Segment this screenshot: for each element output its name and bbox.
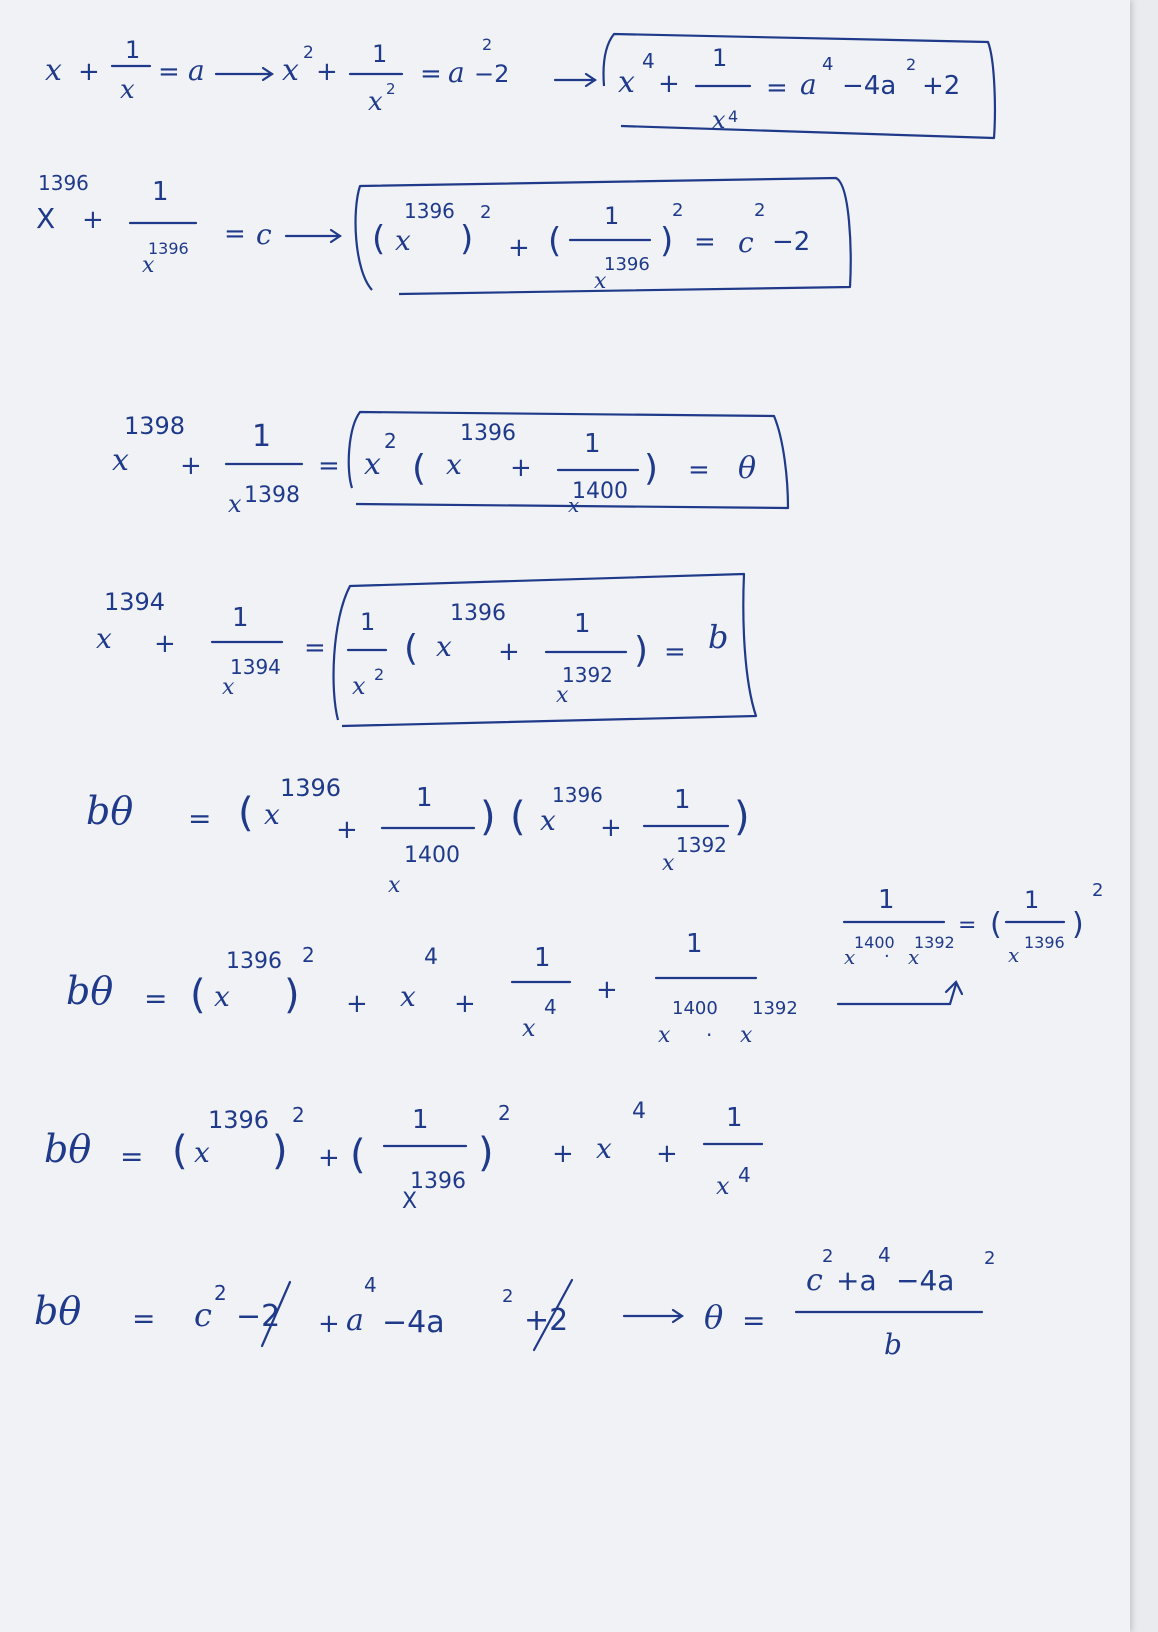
plus-sign: + <box>336 815 358 845</box>
denominator: x <box>740 1023 753 1048</box>
numerator: 1 <box>252 419 272 454</box>
paren: ( <box>172 1128 188 1174</box>
b-theta: bθ <box>66 969 114 1013</box>
equation-line-6 <box>66 880 1103 1048</box>
exponent: 1392 <box>752 998 798 1019</box>
denominator: x <box>594 269 607 294</box>
variable-a: a <box>346 1303 364 1338</box>
equals-sign: = <box>318 451 340 481</box>
variable-c: c <box>256 218 272 251</box>
paren: ( <box>412 448 427 489</box>
variable-c: c <box>738 226 754 259</box>
x-term: x <box>112 443 129 478</box>
numerator: 1 <box>416 783 433 813</box>
paren: ) <box>634 630 649 671</box>
equals-sign: = <box>120 1140 144 1173</box>
exponent: 1396 <box>280 774 342 802</box>
equals-sign: = <box>304 633 326 663</box>
exponent: 2 <box>480 202 492 223</box>
plus-sign: + <box>318 1309 340 1339</box>
numerator: 1 <box>372 40 388 68</box>
paren: ) <box>478 1130 494 1176</box>
exponent: 1394 <box>104 588 166 616</box>
paren: ( <box>190 972 206 1018</box>
x-term: x <box>395 224 411 257</box>
equals-sign: = <box>158 57 180 87</box>
plus-sign: + <box>656 1139 678 1169</box>
plus-a: +a <box>836 1264 877 1297</box>
denominator: x <box>352 672 366 700</box>
x-term: x <box>596 1132 612 1165</box>
variable-a: a <box>188 54 205 87</box>
plus-sign: + <box>154 629 176 659</box>
exponent: 4 <box>364 1273 377 1297</box>
equals-sign: = <box>144 982 168 1015</box>
minus-four-a: −4a <box>382 1305 445 1340</box>
denominator: x <box>120 75 135 105</box>
exponent: 2 <box>302 943 315 967</box>
exponent: 2 <box>386 80 396 98</box>
exponent: 1400 <box>854 933 895 952</box>
numerator: 1 <box>412 1105 429 1135</box>
denominator: x <box>228 490 242 518</box>
paren: ( <box>990 907 1002 942</box>
exponent: 2 <box>384 429 397 453</box>
b-theta: bθ <box>34 1289 82 1333</box>
exponent: 2 <box>822 1246 834 1267</box>
denominator: x <box>908 945 920 969</box>
x-term: x <box>264 798 280 831</box>
equation-line-7 <box>44 1099 762 1214</box>
plus-sign: + <box>346 989 368 1019</box>
plus-sign: + <box>658 69 680 99</box>
x-term: x <box>282 53 299 88</box>
exponent: 4 <box>822 54 834 75</box>
exponent: 2 <box>906 55 917 74</box>
boxed-result <box>334 574 756 726</box>
exponent: 1396 <box>38 171 89 195</box>
paren: ) <box>284 972 300 1018</box>
variable-a: a <box>448 56 465 89</box>
denominator: x <box>556 683 569 708</box>
plus-sign: + <box>600 813 622 843</box>
equals-sign: = <box>766 73 788 103</box>
equation-line-3 <box>112 412 788 518</box>
plus-sign: + <box>78 57 100 87</box>
plus-two: +2 <box>922 71 961 101</box>
exponent: 1392 <box>676 833 727 857</box>
exponent: 4 <box>738 1163 751 1187</box>
x-term: x <box>364 447 381 482</box>
exponent: 1396 <box>148 239 189 258</box>
exponent: 1396 <box>604 254 650 275</box>
exponent: 2 <box>482 35 493 54</box>
variable-a: a <box>800 68 817 101</box>
exponent: 2 <box>292 1103 305 1127</box>
denominator: x <box>716 1172 730 1200</box>
equation-line-4 <box>96 574 756 726</box>
minus-two-cancelled: −2 <box>236 1299 281 1334</box>
paren: ( <box>372 219 386 259</box>
denominator: x <box>522 1014 536 1042</box>
exponent: 1398 <box>244 483 300 508</box>
paren: ( <box>350 1132 366 1178</box>
plus-two-cancelled: +2 <box>524 1303 569 1338</box>
numerator: 1 <box>1024 886 1040 914</box>
equals-sign: = <box>742 1304 766 1337</box>
numerator: 1 <box>686 929 703 959</box>
exponent: 1396 <box>552 783 603 807</box>
numerator-c: c <box>806 1263 823 1298</box>
exponent: 1396 <box>404 199 455 223</box>
x-term: x <box>436 630 452 663</box>
denominator-b: b <box>884 1328 902 1361</box>
plus-sign: + <box>180 451 202 481</box>
denominator: x <box>142 253 155 278</box>
equation-line-8 <box>34 1243 995 1361</box>
x-term: x <box>45 53 62 88</box>
exponent: 2 <box>214 1281 227 1305</box>
x-term: x <box>618 65 635 100</box>
equals-sign: = <box>664 637 686 667</box>
paren: ) <box>460 219 474 259</box>
denominator: x <box>388 873 401 898</box>
numerator: 1 <box>726 1103 743 1133</box>
dot: · <box>706 1023 713 1047</box>
paren: ( <box>548 221 562 261</box>
equals-sign: = <box>224 219 246 249</box>
exponent: 1396 <box>460 421 516 446</box>
exponent: 1400 <box>572 479 628 504</box>
paren: ) <box>734 794 750 840</box>
denominator: x <box>222 675 235 700</box>
equals-sign: = <box>694 227 716 257</box>
x-term: x <box>446 448 462 481</box>
exponent: 4 <box>878 1243 891 1267</box>
exponent: 1392 <box>562 663 613 687</box>
exponent: 2 <box>374 665 385 684</box>
equals-sign: = <box>958 913 977 938</box>
plus-sign: + <box>510 453 532 483</box>
dot: · <box>884 946 890 967</box>
exponent: 1396 <box>1024 933 1065 952</box>
denominator: x <box>658 1023 671 1048</box>
X-term: X <box>36 202 56 235</box>
x-term: x <box>214 980 230 1013</box>
variable-b: b <box>708 618 729 656</box>
exponent: 4 <box>642 49 655 73</box>
plus-sign: + <box>318 1143 340 1173</box>
equals-sign: = <box>688 455 710 485</box>
minus-four-a: −4a <box>896 1264 955 1297</box>
exponent: 1400 <box>404 843 460 868</box>
minus-two: −2 <box>772 227 811 257</box>
paren: ( <box>404 628 419 669</box>
numerator: 1 <box>574 609 591 639</box>
variable-c: c <box>194 1296 212 1334</box>
exponent: 2 <box>498 1101 511 1125</box>
plus-sign: + <box>508 233 530 263</box>
x-term: x <box>540 804 556 837</box>
equation-line-1 <box>45 34 995 138</box>
exponent: 4 <box>728 107 739 126</box>
paren: ) <box>272 1128 288 1174</box>
plus-sign: + <box>498 637 520 667</box>
x-term: x <box>194 1136 210 1169</box>
exponent: 1396 <box>208 1106 270 1134</box>
plus-sign: + <box>454 989 476 1019</box>
theta: θ <box>738 451 757 486</box>
denominator: x <box>712 106 726 134</box>
exponent: 1396 <box>226 949 282 974</box>
minus-four-a: −4a <box>842 71 897 101</box>
equation-line-5 <box>86 774 750 898</box>
denominator: x <box>844 945 856 969</box>
denominator: x <box>568 493 580 517</box>
paren: ( <box>238 790 254 836</box>
b-theta: bθ <box>44 1127 92 1171</box>
exponent: 1394 <box>230 655 281 679</box>
theta: θ <box>704 1298 724 1336</box>
equals-sign: = <box>420 59 442 89</box>
denominator: x <box>1008 943 1020 967</box>
denominator: x <box>662 851 675 876</box>
numerator: 1 <box>604 202 620 230</box>
numerator: 1 <box>232 603 249 633</box>
plus-sign: + <box>82 205 104 235</box>
plus-sign: + <box>552 1139 574 1169</box>
numerator: 1 <box>584 429 601 459</box>
exponent: 2 <box>984 1248 996 1269</box>
numerator: 1 <box>534 943 551 973</box>
x-term: x <box>400 980 416 1013</box>
numerator: 1 <box>125 36 141 64</box>
paren: ) <box>1072 907 1084 942</box>
numerator: 1 <box>152 177 169 207</box>
numerator: 1 <box>712 44 728 72</box>
exponent: 2 <box>1092 880 1104 901</box>
exponent: 4 <box>632 1099 646 1124</box>
side-note <box>838 880 1103 1004</box>
minus-two: −2 <box>474 60 510 88</box>
plus-sign: + <box>596 975 618 1005</box>
numerator: 1 <box>674 785 691 815</box>
paren: ) <box>480 794 496 840</box>
equals-sign: = <box>132 1302 156 1335</box>
exponent: 2 <box>303 43 314 63</box>
exponent: 4 <box>424 945 438 970</box>
numerator: 1 <box>360 608 376 636</box>
exponent: 2 <box>502 1286 514 1307</box>
equals-sign: = <box>188 802 212 835</box>
plus-sign: + <box>316 57 338 87</box>
x-term: x <box>96 622 112 655</box>
exponent: 1392 <box>914 933 955 952</box>
b-theta: bθ <box>86 789 134 833</box>
denominator: x <box>368 87 383 117</box>
denominator: X <box>402 1189 418 1214</box>
exponent: 4 <box>544 995 557 1019</box>
equation-line-2 <box>36 171 851 294</box>
paren: ( <box>510 794 526 840</box>
exponent: 2 <box>754 200 766 221</box>
exponent: 1396 <box>450 601 506 626</box>
exponent: 2 <box>672 200 684 221</box>
paren: ) <box>644 448 659 489</box>
exponent: 1396 <box>410 1169 466 1194</box>
exponent: 1400 <box>672 998 718 1019</box>
numerator: 1 <box>878 885 895 915</box>
paren: ) <box>660 221 674 261</box>
exponent: 1398 <box>124 412 186 440</box>
